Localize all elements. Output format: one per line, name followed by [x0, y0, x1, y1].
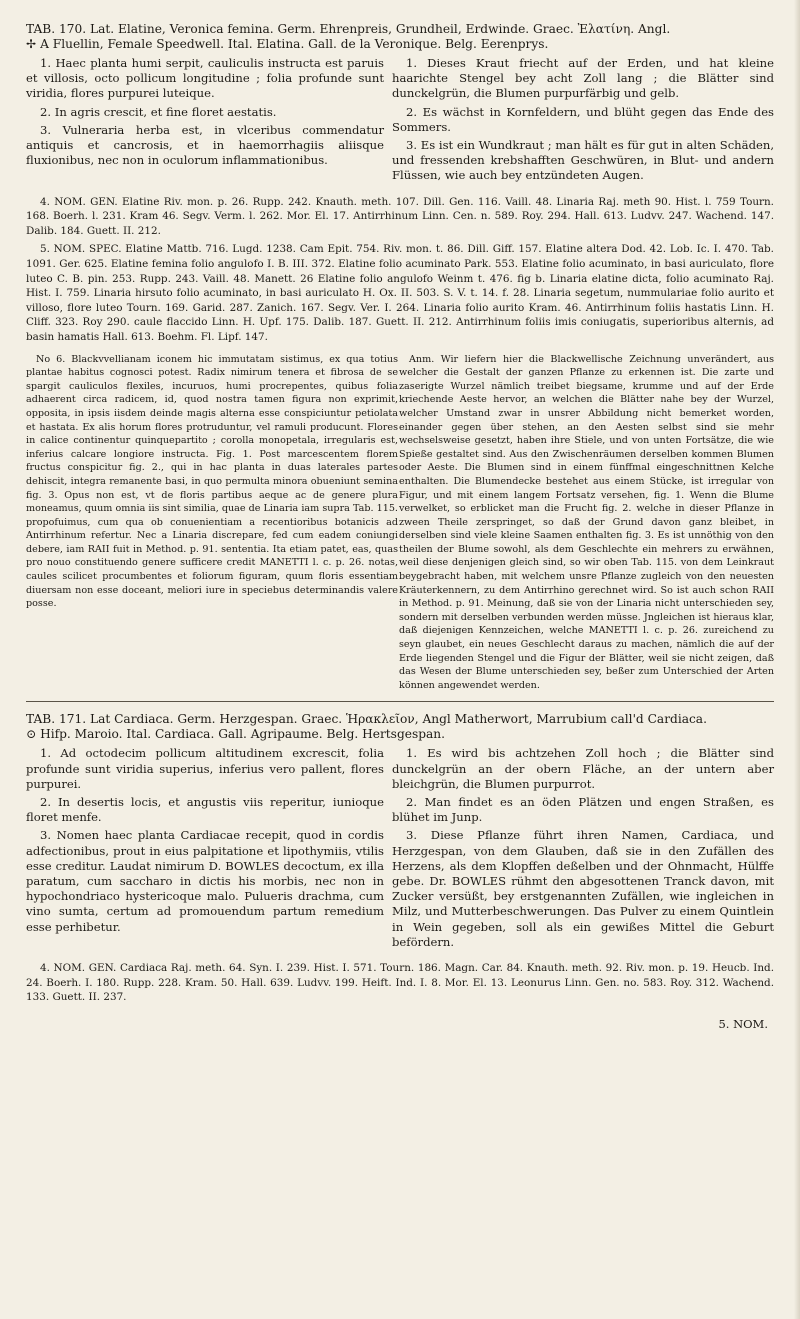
tab170-german-2: 2. Es wächst in Kornfeldern, und blüht gegen das Ende des Sommers.	[392, 104, 774, 134]
tab170-note-latin: No 6. Blackvvellianam iconem hic immutatam sistimus, ex qua totius plantae habitus cognosci potest. Radix nimirum tenera et fibrosa de se spargit cauliculos flexiles, incuruos, humi procrepentes, quibus folia adhaerent circa radicem, id, quod nostra tamen figura non exprimit, opposita, in ipsis iisdem deinde magis alterna esse conspiciuntur petiolata et hastata. Ex alis horum flores protruduntur, vel ramuli producunt. Flores in calice continentur quinquepartito ; corolla monopetala, irregularis est, inferius calcare longiore instructa. Fig. 1. Post marcescentem florem fructus conspicitur fig. 2., qui in hac planta in duas laterales partes dehiscit, integra remanente basi, in quo permulta minora obueniunt semina fig. 3. Opus non est, vt de floris partibus aeque ac de genere plura moneamus, quum omnia iis sint similia, quae de Linaria iam supra Tab. 115. propofuimus, cum qua ob conuenientiam a recentioribus botanicis ad Antirrhinum refertur. Nec a Linaria discrepare, fed cum eadem coniungi debere, iam RAII fuit in Method. p. 91. sententia. Ita etiam patet, eas, quas pro nouo constituendo genere sufficere credit MANETTI l. c. p. 26. notas, caules scilicet procumbentes et foliorum figuram, quum floris essentiam diuersam non esse doceant, meliori iure in speciebus determinandis valere posse.	[26, 353, 398, 610]
tab171-latin-3: 3. Nomen haec planta Cardiacae recepit, quod in cordis adfectionibus, prout in eius palpitatione et lipothymiis, vtilis esse creditur. Laudat nimirum D. BOWLES decoctum, ex illa paratum, cum saccharo in dictis his morbis, nec non in hypochondriaco hystericoque malo. Pulueris drachma, cum vino sumta, certum ad promouendum partum remedium esse perhibetur.	[26, 828, 384, 934]
tab170-latin-2: 2. In agris crescit, et fine floret aestatis.	[40, 104, 277, 119]
tab170-german-3: 3. Es ist ein Wundkraut ; man hält es für gut in alten Schäden, und fressenden krebshafften Geschwüren, in Blut- und andern Flüssen, wie auch bey entzündeten Augen.	[392, 138, 774, 183]
tab170-subheader: ✢ A Fluellin, Female Speedwell. Ital. Elatina. Gall. de la Veronique. Belg. Eerenprys.	[26, 37, 549, 51]
tab171-latin-column	[26, 746, 384, 953]
tab171-german-3: 3. Diese Pflanze führt ihren Namen, Cardiaca, und Herzgespan, von dem Glauben, daß sie in den Zufällen des Herzens, als dem Klopffen deßelben und der Ohnmacht, Hülffe gebe. Dr. BOWLES rühmt den abgesottenen Tranck davon, mit Zucker versüßt, bey erstgenannten Zufällen, wie ingleichen in Milz, und Mutterbeschwerungen. Das Pulver zu einem Quintlein in Wein gegeben, soll als ein gewißes Mittel die Geburt befördern.	[392, 828, 774, 949]
tab171-latin-2: 2. In desertis locis, et angustis viis reperitur, iunioque floret menfe.	[26, 795, 384, 825]
tab170-note-german: Anm. Wir liefern hier die Blackwellische Zeichnung unverändert, aus welcher die Gestalt der ganzen Pflanze zu erkennen ist. Die zarte und zaserigte Wurzel nämlich treibet biegsame, krumme und auf der Erde kriechende Aeste hervor, an welchen die Blätter nahe bey der Wurzel, welcher Umstand zwar in unsrer Abbildung nicht bemerket worden, einander gegen über stehen, an den Aesten selbst sind sie mehr wechselsweise gesetzt, haben ihre Stiele, und von unten Fortsätze, die wie Spieße gestaltet sind. Aus den Zwischenräumen derselben kommen Blumen oder Aeste. Die Blumen sind in einem fünffmal eingeschnittnen Kelche enthalten. Die Blumendecke bestehet aus einem Stücke, ist irregular von Figur, und mit einem langem Fortsatz versehen, fig. 1. Wenn die Blume verwelket, so erblicket man die Frucht fig. 2. welche in dieser Pflanze in zween Theile zerspringet, so daß der Grund davon ganz bleibet, in derselben sind viele kleine Saamen enthalten fig. 3. Es ist unnöthig von den theilen der Blume sowohl, als dem Geschlechte ein mehrers zu erwähnen, weil diese denjenigen gleich sind, so wir oben Tab. 115. von dem Leinkraut beygebracht haben, mit welchem unsre Pflanze zugleich von den neuesten Kräuterkennern, zu dem Antirrhino gerechnet wird. So ist auch schon RAII in Method. p. 91. Meinung, daß sie von der Linaria nicht unterschieden sey, sondern mit derselben verbunden werden müsse. Jngleichen ist hieraus klar, daß diejenigen Kennzeichen, welche MANETTI l. c. p. 26. zureichend zu seyn glaubet, ein neues Geschlecht daraus zu machen, nämlich die auf der Erde liegenden Stengel und die Figur der Blätter, weil sie nicht zeigen, daß das Wesen der Blume unterschieden sey, beßer zum Unterschied der Arten können angewendet werden.	[399, 353, 774, 691]
tab170-notes	[26, 353, 774, 693]
tab170-latin-column	[26, 56, 384, 187]
tab170-latin-3: 3. Vulneraria herba est, in vlceribus commendatur antiquis et cancrosis, et in haemorrhagiis aliisque fluxionibus, nec non in oculorum inflammationibus.	[26, 122, 384, 168]
tab171-german-2: 2. Man findet es an öden Plätzen und engen Straßen, es blühet im Junp.	[392, 795, 774, 825]
tab170-nom-spec: 5. NOM. SPEC. Elatine Mattb. 716. Lugd. 1238. Cam Epit. 754. Riv. mon. t. 86. Dill. Giff. 157. Elatine altera Dod. 42. Lob. Ic. I. 470. Tab. 1091. Ger. 625. Elatine femina folio angulofo I. B. III. 372. Elatine folio acuminato Park. 553. Elatine folio acuminato, in basi auriculato, flore luteo C. B. pin. 253. Rupp. 243. Vaill. 48. Manett. 26 Elatine folio angulofo Weinm t. 476. fig b. Linaria elatine dicta, folio acuminato Raj. Hist. I. 759. Linaria hirsuto folio acuminato, in basi auriculato H. Ox. II. 503. S. V. t. 14. f. 28. Linaria segetum, nummulariae folio aurito et villoso, flore luteo Tourn. 169. Garid. 287. Zanich. 167. Segv. Ver. I. 264. Linaria folio aurito Kram. 46. Antirrhinum foliis hastatis Linn. H. Cliff. 323. Roy 290. caule flaccido Linn. H. Upf. 175. Dalib. 187. Guett. II. 212. Antirrhinum foliis imis coniugatis, superioribus alternis, ad basin hamatis Hall. 613. Boehm. Fl. Lipf. 147.	[26, 243, 774, 343]
tab171-german-1: 1. Es wird bis achtzehen Zoll hoch ; die Blätter sind dunckelgrün an der obern Fläche, an der untern aber bleichgrün, die Blumen purpurrot.	[392, 746, 774, 791]
tab171-header: TAB. 171. Lat Cardiaca. Germ. Herzgespan. Graec. Ἡρακλεῖον, Angl Matherwort, Marrubium call'd Cardiaca.	[26, 712, 707, 727]
page-edge-shadow	[794, 0, 800, 1319]
tab170-nom-gen: 4. NOM. GEN. Elatine Riv. mon. p. 26. Rupp. 242. Knauth. meth. 107. Dill. Gen. 116. Vaill. 48. Linaria Raj. meth 90. Hist. l. 759 Tourn. 168. Boerh. l. 231. Kram 46. Segv. Verm. l. 262. Mor. El. 17. Antirrhinum Linn. Cen. n. 589. Roy. 294. Hall. 613. Ludvv. 247. Wachend. 147. Dalib. 184. Guett. II. 212.	[26, 195, 774, 237]
tab170-header: TAB. 170. Lat. Elatine, Veronica femina. Germ. Ehrenpreis, Grundheil, Erdwinde. Graec. Ἐλατίνη. Angl.	[26, 22, 671, 36]
tab171-latin-1: 1. Ad octodecim pollicum altitudinem excrescit, folia profunde sunt viridia superius, inferius vero pallent, flores purpurei.	[26, 746, 384, 791]
tab170-german-column	[392, 56, 774, 187]
tab171-nom-gen: 4. NOM. GEN. Cardiaca Raj. meth. 64. Syn. I. 239. Hist. I. 571. Tourn. 186. Magn. Car. 84. Knauth. meth. 92. Riv. mon. p. 19. Heucb. Ind. 24. Boerh. I. 180. Rupp. 228. Kram. 50. Hall. 639. Ludvv. 199. Heift. Ind. I. 8. Mor. El. 13. Leonurus Linn. Gen. no. 583. Roy. 312. Wachend. 133. Guett. II. 237.	[26, 962, 774, 1004]
tab170-columns	[26, 56, 774, 187]
tab171-subheader: ⊙ Hifp. Maroio. Ital. Cardiaca. Gall. Agripaume. Belg. Hertsgespan.	[26, 727, 445, 742]
tab171-german-column	[392, 746, 774, 953]
tab171-columns	[26, 746, 774, 953]
section-divider	[26, 701, 774, 702]
catchword: 5. NOM.	[718, 1016, 768, 1031]
tab170-latin-1: 1. Haec planta humi serpit, cauliculis instructa est paruis et villosis, octo pollicum longitudine ; folia profunde sunt viridia, flores purpurei luteique.	[26, 56, 384, 101]
tab170-german-1: 1. Dieses Kraut friecht auf der Erden, und hat kleine haarichte Stengel bey acht Zoll lang ; die Blätter sind dunckelgrün, die Blumen purpurfärbig und gelb.	[392, 56, 774, 101]
